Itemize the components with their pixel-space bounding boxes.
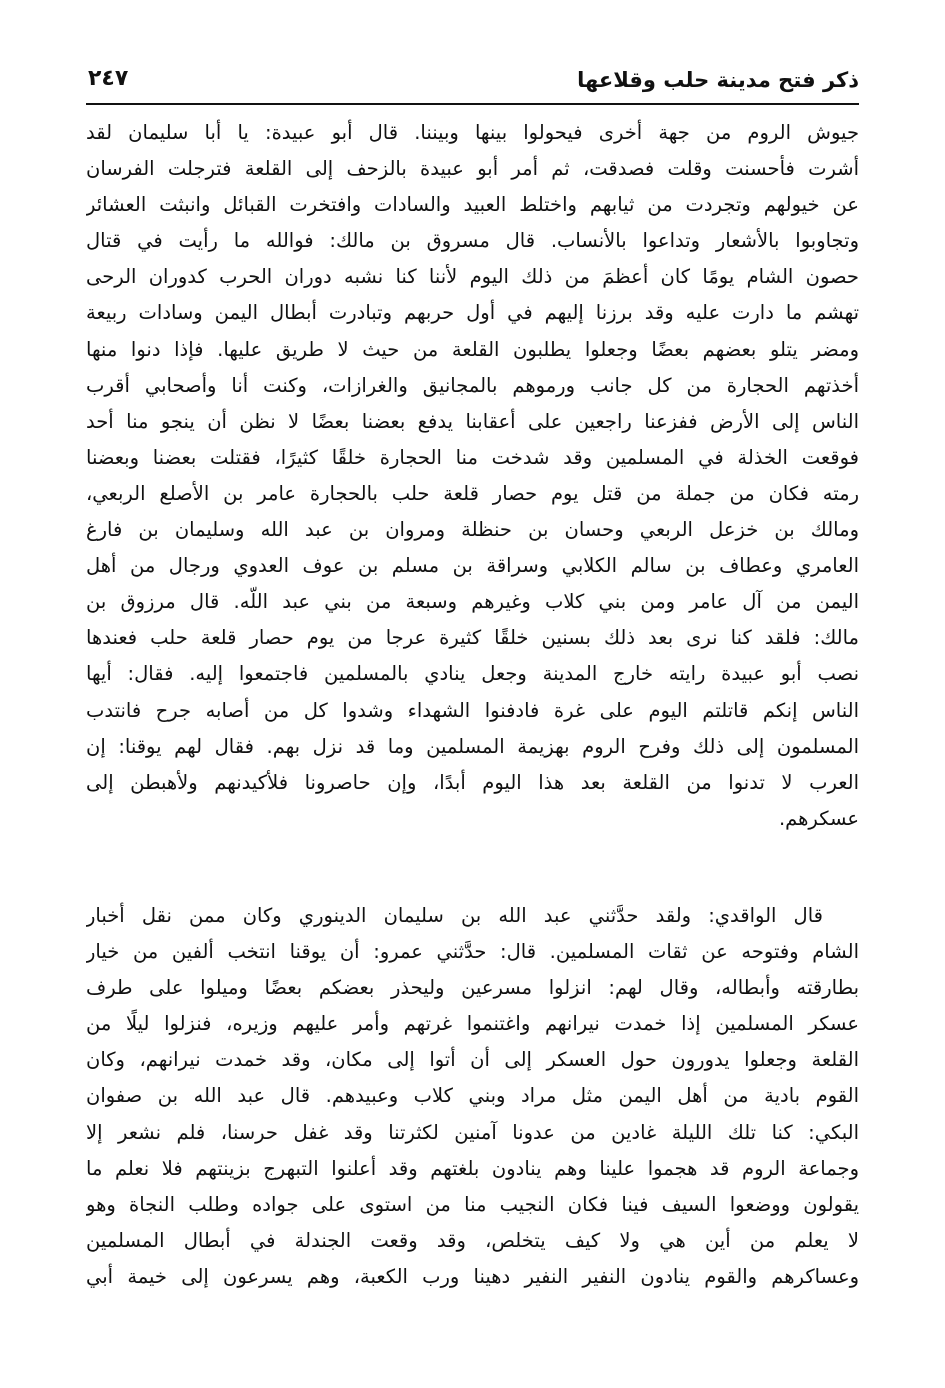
text-line: القلعة وجعلوا يدورون حول العسكر إلى أن أتوا إلى مكان، وقد خمدت نيرانهم، وكان bbox=[86, 1048, 859, 1072]
text-line: وتجاوبوا بالأشعار وتداعوا بالأنساب. قال مسروق بن مالك: فوالله ما رأيت في قتال bbox=[86, 229, 859, 253]
text-line: لا يعلم من أين هي ولا كيف يتخلص، وقد وقعت الجندلة في أبطال المسلمين bbox=[86, 1228, 859, 1252]
text-line: عسكر المسلمين إذا خمدت نيرانهم واغتنموا غرتهم وأمر عليهم وزيره، فنزلوا ليلًا من bbox=[86, 1012, 859, 1036]
text-line: أشرت فأحسنت وقلت فصدقت، ثم أمر أبو عبيدة بالزحف إلى القلعة فترجلت الفرسان bbox=[86, 157, 859, 181]
text-line: حصون الشام يومًا كان أعظمَ من ذلك اليوم لأننا كنا نشبه دوران الحرب كدوران الرحى bbox=[86, 265, 859, 289]
text-line: أخذتهم الحجارة من كل جانب ورموهم بالمجانيق والغرازات، وكنت أنا وأصحابي أقرب bbox=[86, 373, 859, 397]
text-line: الشام وفتوحه عن ثقات المسلمين. قال: حدَّثني عمرو: أن يوقنا انتخب ألفين من خيار bbox=[86, 940, 859, 964]
text-line: البكي: كنا تلك الليلة غادين من عدونا آمنين لكثرتنا وقد غفل حرسنا، فلم نشعر إلا bbox=[86, 1120, 859, 1144]
text-line: وجماعة الروم قد هجموا علينا وهم ينادون بلغتهم وقد أعلنوا التبهرج بزينتهم فلا نعلم ما bbox=[86, 1156, 859, 1180]
text-line: رمته فكان من جملة من قتل يوم حصار قلعة حلب بالحجارة عامر بن الأصلع الربعي، bbox=[86, 481, 859, 505]
text-line: بطارقته وأبطاله، وقال لهم: انزلوا مسرعين وليحذر بعضكم بعضًا وميلوا على طرف bbox=[86, 976, 859, 1000]
text-line: المسلمون إلى ذلك وفرح الروم بهزيمة المسلمين وما قد نزل بهم. فقال لهم يوقنا: إن bbox=[86, 734, 859, 758]
text-line: وعساكرهم والقوم ينادون النفير النفير دهينا ورب الكعبة، وهم يسرعون إلى خيمة أبي bbox=[86, 1264, 859, 1288]
page-number: ٢٤٧ bbox=[88, 66, 129, 91]
text-line: تهشم ما دارت عليه وقد برزنا إليهم في أول حربهم وتبادرت أبطال اليمن وسادات ربيعة bbox=[86, 301, 859, 325]
text-line: ومضر يتلو بعضهم بعضًا وجعلوا يطلبون القلعة من حيث لا طريق عليها. فإذا دنوا منها bbox=[86, 337, 859, 361]
header-rule bbox=[86, 103, 859, 105]
text-line-last: عسكرهم. bbox=[778, 806, 859, 830]
text-line: يقولون ووضعوا السيف فينا فكان النجيب منا من استوى على جواده وطلب النجاة وهو bbox=[86, 1192, 859, 1216]
text-line: نصب أبو عبيدة رايته خارج المدينة وجعل ينادي بالمسلمين فاجتمعوا إليه. فقال: أيها bbox=[86, 662, 859, 686]
text-line: الناس إلى الأرض ففزعنا راجعين على أعقابنا يدفع بعضنا بعضًا لا نظن أن ينجو منا أحد bbox=[86, 409, 859, 433]
paragraph-2 bbox=[86, 898, 859, 1295]
text-line: اليمن من آل عامر ومن بني كلاب وغيرهم وسبعة من بني عبد اللّه. قال مرزوق بن bbox=[86, 590, 859, 614]
text-line: العرب لا تدنوا من القلعة بعد هذا اليوم أبدًا، وإن حاصرونا فلأكيدنهم ولأهبطن إلى bbox=[86, 770, 859, 794]
paragraph-1 bbox=[86, 115, 859, 837]
running-title: ذكر فتح مدينة حلب وقلاعها bbox=[577, 68, 859, 92]
text-line: جيوش الروم من جهة أخرى فيحولوا بينها وبيننا. قال أبو عبيدة: يا أبا سليمان لقد bbox=[86, 121, 859, 144]
text-line: الناس إنكم قاتلتم اليوم على غرة فادفنوا الشهداء وشدوا كل من أصابه جرح فانتدب bbox=[86, 698, 859, 722]
text-line: العامري وعطاف بن سالم الكلابي وسراقة بن مسلم بن عوف العدوي ورجال من أهل bbox=[86, 554, 859, 578]
page-header bbox=[86, 64, 859, 98]
text-line: القوم بادية من أهل اليمن مثل مراد وبني كلاب وعبيدهم. قال عبد الله بن صفوان bbox=[86, 1084, 859, 1108]
text-line: عن خيولهم وتجردت من ثيابهم واختلط العبيد والسادات وافتخرت القبائل وانبثت العشائر bbox=[86, 193, 859, 217]
text-line-first: قال الواقدي: ولقد حدَّثني عبد الله بن سليمان الدينوري وكان ممن نقل أخبار bbox=[86, 904, 823, 927]
text-line: ومالك بن خزعل الربعي وحسان بن حنظلة ومروان بن عبد الله وسليمان بن فارغ bbox=[86, 518, 859, 542]
text-line: مالك: فلقد كنا نرى بعد ذلك بسنين خلقًا كثيرة عرجا من يوم حصار قلعة حلب فعندها bbox=[86, 626, 859, 650]
text-line: فوقعت الخذلة في المسلمين وقد شدخت منا الحجارة خلقًا كثيرًا، فقتلت بعضنا وبعضنا bbox=[86, 445, 859, 469]
